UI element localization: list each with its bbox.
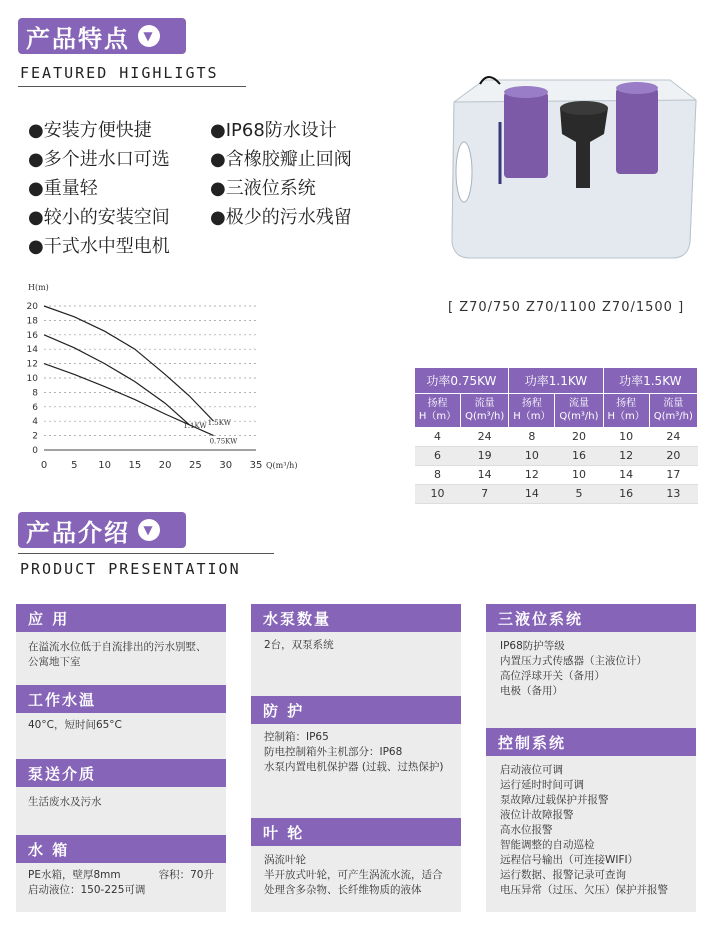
section-title-text: 产品特点: [26, 24, 130, 53]
y-tick-label: 4: [32, 417, 38, 428]
series-line: [44, 335, 189, 425]
feature-item: ●较小的安装空间: [28, 207, 170, 228]
y-tick-label: 0: [32, 446, 38, 456]
column-group-header: 功率1.1KW: [509, 368, 603, 393]
card-header-level-system: 三液位系统: [486, 604, 696, 632]
column-group-header: 功率1.5KW: [603, 368, 697, 393]
x-axis-label: Q(m³/h): [266, 461, 298, 470]
column-header-flow: 流量 Q(m³/h): [555, 393, 603, 427]
series-label: 0.75KW: [209, 437, 238, 446]
feature-item: ●干式水中型电机: [28, 236, 170, 257]
card-body-temperature: 40°C，短时间65°C: [28, 719, 122, 731]
card-body-pump-count: 2台，双泵系统: [264, 639, 334, 651]
product-image: [440, 72, 702, 262]
x-tick-label: 5: [71, 460, 78, 471]
y-tick-label: 16: [26, 330, 38, 341]
card-header-temperature: 工作水温: [16, 685, 226, 713]
feature-item: ●多个进水口可选: [28, 149, 170, 170]
feature-item: ●IP68防水设计: [210, 120, 337, 141]
table-row: 4 24 8 20 10 24: [415, 427, 698, 446]
y-tick-label: 12: [26, 359, 38, 370]
feature-item: ●安装方便快捷: [28, 120, 152, 141]
column-group-header: 功率0.75KW: [415, 368, 509, 393]
section-subtitle-presentation: PRODUCT PRESENTATION: [20, 560, 241, 578]
card-body-impeller: 涡流叶轮 半开放式叶轮，可产生涡流水流，适合 处理含多杂物、长纤维物质的液体: [264, 854, 443, 896]
card-header-pump-count: 水泵数量: [251, 604, 461, 632]
card-body-level-system: IP68防护等级 内置压力式传感器（主液位计） 高位浮球开关（备用） 电极（备用）: [500, 640, 647, 697]
x-tick-label: 20: [158, 460, 172, 471]
card-header-media: 泵送介质: [16, 759, 226, 787]
x-tick-label: 25: [189, 460, 202, 471]
x-tick-label: 15: [128, 460, 142, 471]
y-tick-label: 14: [26, 345, 38, 356]
spec-table: [414, 368, 698, 504]
section-subtitle-features: FEATURED HIGHLIGTS: [20, 64, 219, 82]
section-title-text: 产品介绍: [26, 518, 130, 547]
card-header-tank: 水 箱: [16, 835, 226, 863]
card-body-protection: 控制箱：IP65 防电控制箱外主机部分：IP68 水泵内置电机保护器 (过载、过热保护): [264, 731, 444, 773]
series-label: 1.5KW: [207, 419, 231, 428]
card-header-protection: 防 护: [251, 696, 461, 724]
card-header-control-system: 控制系统: [486, 728, 696, 756]
card-body-control-system: 启动液位可调 运行延时时间可调 泵故障/过载保护并报警 液位计故障报警 高水位报警 智能调整的自动巡检 远程信号输出（可连接WIFI） 运行数据、报警记录可查询 电压异常（过压、欠压）保护并报警: [500, 764, 668, 896]
feature-item: ●极少的污水残留: [210, 207, 352, 228]
column-header-head: 扬程 H（m）: [415, 393, 461, 427]
card-header-impeller: 叶 轮: [251, 818, 461, 846]
model-list: [ Z70/750 Z70/1100 Z70/1500 ]: [448, 300, 685, 315]
feature-item: ●重量轻: [28, 178, 98, 199]
series-label: 1.1KW: [183, 421, 207, 430]
divider: [18, 553, 274, 554]
feature-item: ●含橡胶瓣止回阀: [210, 149, 352, 170]
card-body-application: 在溢流水位低于自流排出的污水别墅、 公寓地下室: [28, 641, 207, 668]
column-header-flow: 流量 Q(m³/h): [649, 393, 697, 427]
y-tick-label: 10: [26, 374, 38, 384]
y-tick-label: 2: [32, 431, 38, 442]
y-tick-label: 6: [32, 402, 38, 413]
y-tick-label: 18: [26, 316, 38, 327]
x-tick-label: 0: [40, 460, 48, 471]
table-row: 8 14 12 10 14 17: [415, 465, 698, 484]
card-header-application: 应 用: [16, 604, 226, 632]
section-title-features: [18, 18, 186, 54]
y-tick-label: 20: [26, 302, 38, 312]
series-line: [44, 364, 214, 436]
column-header-head: 扬程 H（m）: [603, 393, 649, 427]
y-axis-label: H(m): [28, 283, 49, 292]
feature-item: ●三液位系统: [210, 178, 316, 199]
chevron-down-icon: ▼: [138, 519, 160, 541]
performance-chart: [18, 278, 318, 478]
column-header-head: 扬程 H（m）: [509, 393, 555, 427]
x-tick-label: 35: [249, 460, 263, 471]
x-tick-label: 30: [219, 460, 233, 471]
x-tick-label: 10: [98, 460, 111, 471]
card-body-tank: PE水箱，壁厚8mm 容积：70升 启动液位：150-225可调: [28, 869, 214, 896]
section-title-presentation: [18, 512, 186, 548]
y-tick-label: 8: [32, 388, 38, 399]
table-row: 6 19 10 16 12 20: [415, 446, 698, 465]
chevron-down-icon: ▼: [138, 25, 160, 47]
column-header-flow: 流量 Q(m³/h): [461, 393, 509, 427]
divider: [18, 86, 246, 87]
table-row: 10 7 14 5 16 13: [415, 484, 698, 503]
card-body-media: 生活废水及污水: [28, 796, 102, 808]
